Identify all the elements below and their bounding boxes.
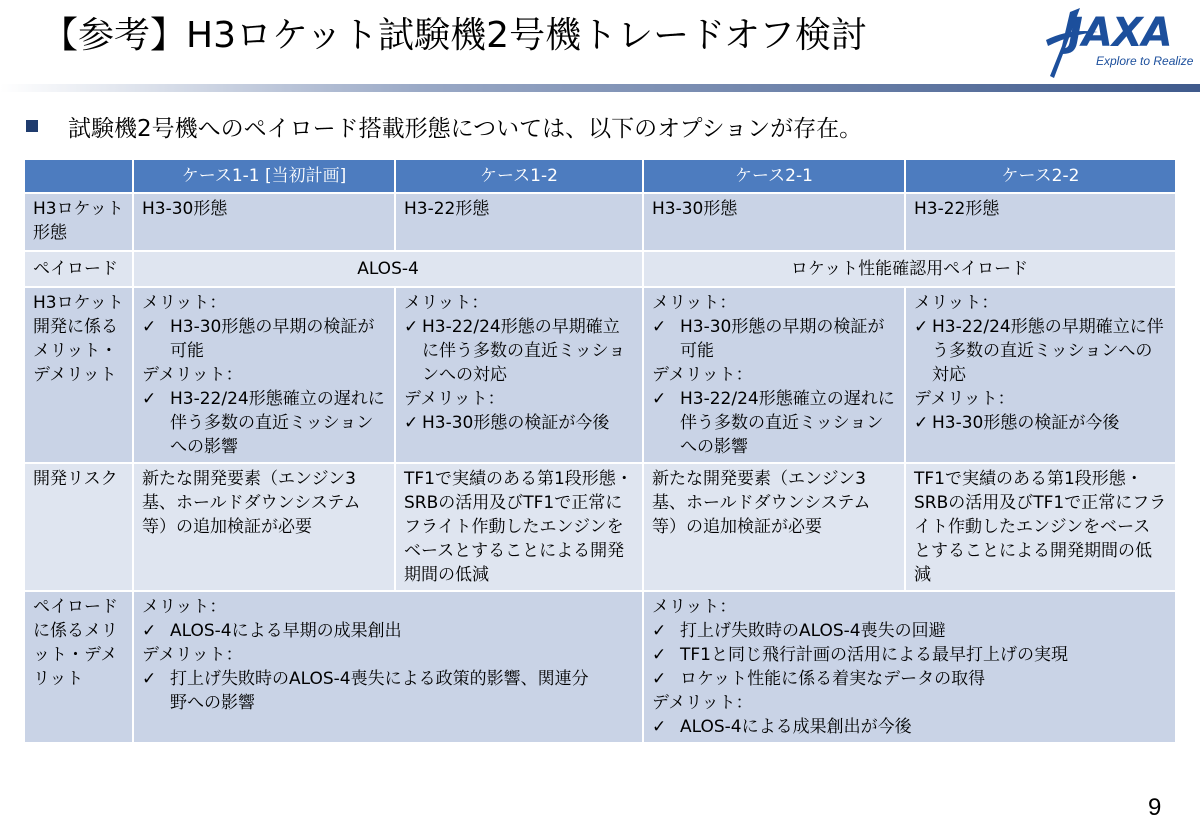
dev-merit-cell	[395, 287, 643, 463]
row-label-dev-risk: 開発リスク	[24, 463, 133, 591]
merit-item	[404, 315, 634, 387]
merit-item	[652, 643, 1167, 667]
demerit-text: H3-30形態の検証が今後	[932, 413, 1120, 433]
demerit-item	[652, 715, 1167, 739]
merit-item	[142, 619, 634, 643]
dev-risk-cell: 新たな開発要素（エンジン3基、ホールドダウンシステム等）の追加検証が必要	[643, 463, 905, 591]
row-dev-merit	[24, 287, 1176, 463]
header-case-2-1: ケース2-1	[643, 159, 905, 193]
header-case-1-2: ケース1-2	[395, 159, 643, 193]
check-icon: ✓	[652, 645, 667, 665]
merit-label: メリット：	[914, 293, 999, 313]
check-icon: ✓	[652, 717, 667, 737]
demerit-item	[914, 411, 1167, 435]
row-payload-merit	[24, 591, 1176, 743]
merit-label: メリット：	[652, 293, 737, 313]
logo-tagline: Explore to Realize	[1096, 54, 1194, 68]
config-cell: H3-22形態	[395, 193, 643, 251]
check-icon: ✓	[404, 413, 419, 433]
demerit-label: デメリット：	[914, 389, 1015, 409]
demerit-label: デメリット：	[652, 365, 753, 385]
header-case-2-2: ケース2-2	[905, 159, 1176, 193]
dev-risk-cell: 新たな開発要素（エンジン3基、ホールドダウンシステム等）の追加検証が必要	[133, 463, 395, 591]
check-icon: ✓	[914, 317, 929, 337]
config-cell: H3-30形態	[643, 193, 905, 251]
row-label-payload: ペイロード	[24, 251, 133, 287]
dev-merit-cell	[643, 287, 905, 463]
check-icon: ✓	[142, 317, 157, 337]
merit-text: H3-30形態の早期の検証が可能	[680, 317, 885, 361]
merit-label: メリット：	[652, 597, 737, 617]
demerit-text: H3-30形態の検証が今後	[422, 413, 610, 433]
merit-label: メリット：	[404, 293, 489, 313]
page-number: 9	[1148, 794, 1162, 821]
payload-case-2: ロケット性能確認用ペイロード	[643, 251, 1176, 287]
check-icon: ✓	[142, 669, 157, 689]
demerit-label: デメリット：	[404, 389, 505, 409]
row-label-payload-merit: ペイロードに係るメリット・デメリット	[24, 591, 133, 743]
merit-item	[142, 315, 386, 363]
dev-risk-cell: TF1で実績のある第1段形態・SRBの活用及びTF1で正常にフライト作動したエンジンをベースとすることによる開発期間の低減	[395, 463, 643, 591]
demerit-label: デメリット：	[142, 645, 243, 665]
payload-case-1: ALOS-4	[133, 251, 643, 287]
intro-text: 試験機2号機へのペイロード搭載形態については、以下のオプションが存在。	[68, 115, 863, 142]
demerit-text: 打上げ失敗時のALOS-4喪失による政策的影響、関連分野への影響	[170, 669, 589, 713]
check-icon: ✓	[652, 669, 667, 689]
jaxa-logo	[1040, 6, 1200, 82]
logo-wordmark: JAXA	[1068, 10, 1172, 56]
check-icon: ✓	[652, 621, 667, 641]
merit-label: メリット：	[142, 597, 227, 617]
row-label-dev-merit: H3ロケット開発に係るメリット・デメリット	[24, 287, 133, 463]
payload-merit-case-1	[133, 591, 643, 743]
config-cell: H3-30形態	[133, 193, 395, 251]
merit-text: TF1と同じ飛行計画の活用による最早打上げの実現	[680, 645, 1068, 665]
dev-merit-cell	[133, 287, 395, 463]
check-icon: ✓	[142, 621, 157, 641]
intro-bullet	[24, 108, 862, 144]
demerit-text: ALOS-4による成果創出が今後	[680, 717, 912, 737]
dev-risk-cell: TF1で実績のある第1段形態・SRBの活用及びTF1で正常にフライト作動したエンジンをベースとすることによる開発期間の低減	[905, 463, 1176, 591]
merit-item	[914, 315, 1167, 387]
merit-label: メリット：	[142, 293, 227, 313]
demerit-text: H3-22/24形態確立の遅れに伴う多数の直近ミッションへの影響	[680, 389, 895, 457]
demerit-label: デメリット：	[142, 365, 243, 385]
demerit-item	[652, 387, 896, 459]
dev-merit-cell	[905, 287, 1176, 463]
check-icon: ✓	[914, 413, 929, 433]
merit-text: H3-22/24形態の早期確立に伴う多数の直近ミッションへの対応	[932, 317, 1164, 385]
row-dev-risk	[24, 463, 1176, 591]
merit-text: 打上げ失敗時のALOS-4喪失の回避	[680, 621, 946, 641]
check-icon: ✓	[652, 317, 667, 337]
check-icon: ✓	[142, 389, 157, 409]
row-label-config: H3ロケット形態	[24, 193, 133, 251]
merit-text: ロケット性能に係る着実なデータの取得	[680, 669, 986, 689]
merit-item	[652, 315, 896, 363]
header-case-1-1: ケース1-1 [当初計画]	[133, 159, 395, 193]
merit-item	[652, 667, 1167, 691]
merit-text: ALOS-4による早期の成果創出	[170, 621, 402, 641]
square-bullet-icon	[26, 120, 38, 132]
config-cell: H3-22形態	[905, 193, 1176, 251]
check-icon: ✓	[404, 317, 419, 337]
payload-merit-case-2	[643, 591, 1176, 743]
tradeoff-table	[23, 158, 1177, 744]
demerit-item	[404, 411, 634, 435]
demerit-item	[142, 667, 634, 715]
demerit-label: デメリット：	[652, 693, 753, 713]
merit-item	[652, 619, 1167, 643]
demerit-text: H3-22/24形態確立の遅れに伴う多数の直近ミッションへの影響	[170, 389, 385, 457]
title-divider	[0, 84, 1200, 92]
slide-title: 【参考】H3ロケット試験機2号機トレードオフ検討	[42, 15, 867, 56]
demerit-item	[142, 387, 386, 459]
check-icon: ✓	[652, 389, 667, 409]
row-rocket-config	[24, 193, 1176, 251]
header-corner	[24, 159, 133, 193]
header-row	[24, 159, 1176, 193]
merit-text: H3-22/24形態の早期確立に伴う多数の直近ミッションへの対応	[422, 317, 626, 385]
merit-text: H3-30形態の早期の検証が可能	[170, 317, 375, 361]
row-payload	[24, 251, 1176, 287]
